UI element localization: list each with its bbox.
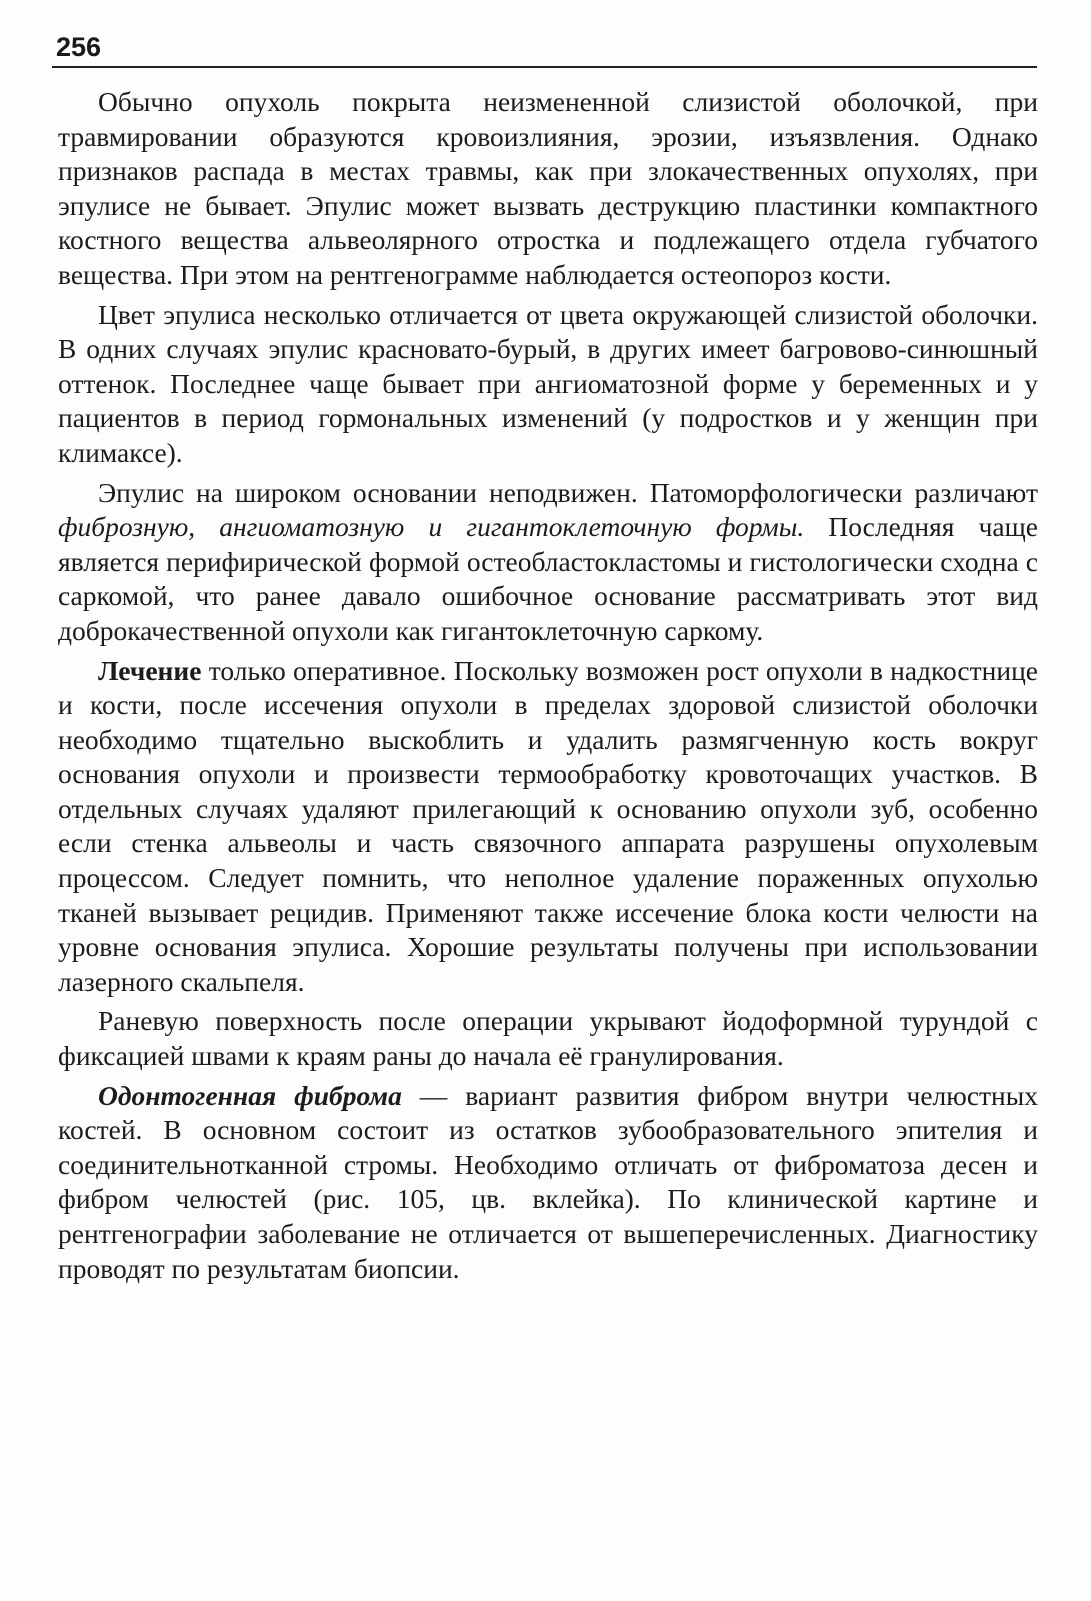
forms-emphasis: фиброзную, ангиоматозную и гигантоклеточную формы. [58,511,805,543]
term-treatment: Лечение [98,654,202,686]
paragraph-text: Обычно опухоль покрыта неизмененной слизистой оболочкой, при травмировании образуются кровоизлияния, эрозии, изъязвления. Однако признаков распада в местах травмы, как при злокачественных опухолях, при эпулисе не бывает. Эпулис может вызвать деструкцию пластинки компактного костного вещества альвеолярного отростка и подлежащего отдела губчатого вещества. При этом на рентгенограмме наблюдается остеопороз кости. [58,86,1038,290]
paragraph-text: Последняя чаще является перифирической формой остеобластокластомы и гистологически сходна с саркомой, что ранее давало ошибочное основание рассматривать этот вид доброкачественной опухоли как гигантоклеточную саркому. [58,511,1038,646]
paragraph-text: Раневую поверхность после операции укрывают йодоформной турундой с фиксацией швами к краям раны до начала её гранулирования. [58,1005,1038,1072]
body-text [58,85,1038,1286]
paragraph-text: Цвет эпулиса несколько отличается от цвета окружающей слизистой оболочки. В одних случаях эпулис красновато-бурый, в других имеет багровово-синюшный оттенок. Последнее чаще бывает при ангиоматозной форме у беременных и у пациентов в период гормональных изменений (у подростков и у женщин при климаксе). [58,298,1038,468]
paragraph-text: только оперативное. Поскольку возможен рост опухоли в надкостнице и кости, после иссечения опухоли в пределах здоровой слизистой оболочки необходимо тщательно выскоблить и удалить размягченную кость вокруг основания опухоли и произвести термообработку кровоточащих участков. В отдельных случаях удаляют прилегающий к основанию опухоли зуб, особенно если стенка альвеолы и часть связочного аппарата разрушены опухолевым процессом. Следует помнить, что неполное удаление пораженных опухолью тканей вызывает рецидив. Применяют также иссечение блока кости челюсти на уровне основания эпулиса. Хорошие результаты получены при использовании лазерного скальпеля. [58,654,1038,997]
paragraph-lead: Эпулис на широком основании неподвижен. Патоморфологически различают [98,476,1038,508]
term-odontogenic-fibroma: Одонтогенная фиброма [98,1079,402,1111]
header-rule [52,66,1037,68]
paragraph-odontogenic-fibroma [58,1079,1038,1287]
paragraph-text: — вариант развития фибром внутри челюстных костей. В основном состоит из остатков зубообразовательного эпителия и соединительнотканной стромы. Необходимо отличать от фиброматоза десен и фибром челюстей (рис. 105, цв. вклейка). По клинической картине и рентгенографии заболевание не отличается от вышеперечисленных. Диагностику проводят по результатам биопсии. [58,1079,1038,1284]
paragraph-tumor-description [58,85,1038,293]
page-header [52,30,1042,70]
paragraph-treatment [58,654,1038,1000]
paragraph-epulis-forms [58,476,1038,649]
page-number: 256 [56,32,102,62]
paragraph-wound-care [58,1004,1038,1073]
paragraph-epulis-color [58,298,1038,471]
